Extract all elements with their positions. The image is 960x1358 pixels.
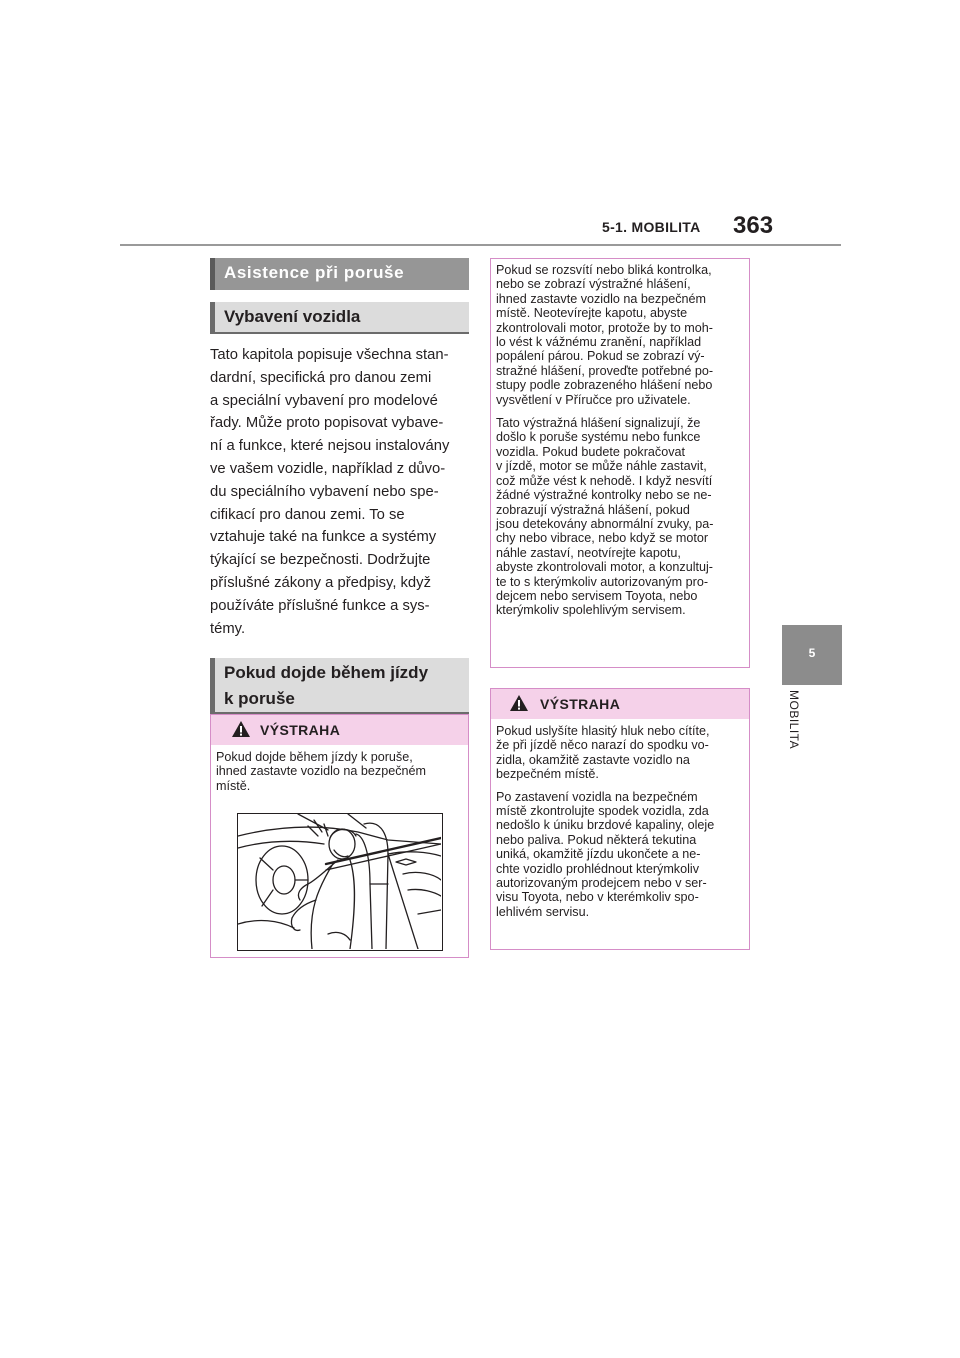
chapter-label-text: MOBILITA: [787, 690, 801, 750]
info-paragraph: [496, 416, 744, 618]
info-line: te to s kterýmkoliv autorizovaným pro-: [496, 574, 709, 589]
info-line: kterýmkoliv spolehlivým servisem.: [496, 603, 686, 618]
warning-line: chte vozidlo prohlédnout kterýmkoliv: [496, 861, 700, 876]
info-paragraph: [496, 263, 744, 407]
info-line: vysvětlení v Příručce pro uživatele.: [496, 392, 691, 407]
sub-heading-breakdown: [210, 658, 469, 714]
paragraph-line: a speciální vybavení pro modelové: [210, 392, 438, 409]
paragraph-line: du speciálního vybavení nebo spe-: [210, 483, 439, 500]
warning-paragraph: [496, 790, 744, 920]
paragraph-line: vztahuje také na funkce a systémy: [210, 529, 437, 546]
driver-illustration-image: [238, 814, 441, 949]
info-line: zobrazují výstražná hlášení, pokud: [496, 502, 690, 517]
info-line: jsou detekovány abnormální zvuky, pa-: [496, 516, 714, 531]
info-line: v jízdě, motor se může náhle zastavit,: [496, 459, 707, 474]
main-heading: Asistence při poruše: [210, 258, 469, 290]
info-line: dejcem nebo servisem Toyota, nebo: [496, 588, 698, 603]
warning-title: VÝSTRAHA: [540, 696, 621, 712]
warning-line: zidla, okamžitě zastavte vozidlo na: [496, 752, 690, 767]
chapter-label: [779, 690, 807, 770]
info-line: stupy podle zobrazeného hlášení nebo: [496, 378, 713, 393]
info-line: došlo k poruše systému nebo funkce: [496, 430, 701, 445]
intro-paragraph: [210, 344, 469, 640]
header-divider: [120, 244, 841, 246]
warning-line: nebo paliva. Pokud některá tekutina: [496, 832, 697, 847]
warning-line: Pokud uslyšíte hlasitý hluk nebo cítíte,: [496, 724, 710, 738]
info-line: místě. Neotevírejte kapotu, abyste: [496, 306, 688, 321]
warning-header: [491, 689, 749, 719]
warning-line: Po zastavení vozidla na bezpečném: [496, 789, 698, 804]
warning-line: visu Toyota, nebo v kterémkoliv spo-: [496, 890, 699, 905]
paragraph-line: ve vašem vozidle, například z důvo-: [210, 460, 446, 477]
info-line: Tato výstražná hlášení signalizují, že: [496, 416, 701, 431]
info-line: abyste zkontrolovali motor, a konzultuj-: [496, 560, 713, 575]
warning-paragraph: [496, 724, 744, 782]
info-line: lo vést k vážnému zranění, například: [496, 335, 702, 350]
info-line: náhle zastaví, neotvírejte kapotu,: [496, 545, 681, 560]
info-line: stražné hlášení, proveďte potřebné po-: [496, 363, 714, 378]
page-number: 363: [733, 212, 774, 239]
warning-box-underbody: [490, 688, 750, 950]
info-line: vozidla. Pokud budete pokračovat: [496, 444, 686, 459]
sub-heading-equipment: Vybavení vozidla: [210, 302, 469, 334]
warning-text: [211, 745, 468, 799]
paragraph-line: dardní, specifická pro danou zemi: [210, 369, 432, 386]
info-line: žádné výstražné kontrolky nebo se ne-: [496, 488, 712, 503]
paragraph-line: cifikací pro danou zemi. To se: [210, 506, 405, 523]
warning-header: [211, 715, 468, 745]
sub-heading-line: k poruše: [224, 689, 295, 709]
left-column: [210, 258, 469, 714]
info-line: ihned zastavte vozidlo na bezpečném: [496, 291, 707, 306]
warning-box-breakdown: [210, 714, 469, 958]
paragraph-line: týkající se bezpečnosti. Dodržujte: [210, 552, 431, 569]
chapter-tab[interactable]: 5: [782, 625, 842, 685]
warning-line: nedošlo k úniku brzdové kapaliny, oleje: [496, 818, 715, 833]
warning-triangle-icon: [509, 694, 529, 712]
info-line: Pokud se rozsvítí nebo bliká kontrolka,: [496, 263, 712, 277]
paragraph-line: ní a funkce, které nejsou instalovány: [210, 438, 450, 455]
info-line: což může vést k nehodě. I když nesvítí: [496, 473, 713, 488]
info-line: zkontrolovali motor, protože by to moh-: [496, 320, 713, 335]
paragraph-line: témy.: [210, 620, 246, 637]
warning-title: VÝSTRAHA: [260, 722, 341, 738]
warning-line: že při jízdě něco narazí do spodku vo-: [496, 738, 709, 753]
paragraph-line: používáte příslušné funkce a sys-: [210, 597, 430, 614]
warning-line: ihned zastavte vozidlo na bezpečném: [216, 764, 427, 779]
paragraph-line: Tato kapitola popisuje všechna stan-: [210, 347, 449, 363]
warning-line: uniká, okamžitě jízdu ukončete a ne-: [496, 847, 701, 862]
warning-line: autorizovaným prodejcem nebo v ser-: [496, 876, 707, 891]
section-title: 5-1. MOBILITA: [602, 219, 701, 235]
driver-stop-illustration: [237, 813, 443, 951]
info-box-warning-lights: [490, 258, 750, 668]
paragraph-line: příslušné zákony a předpisy, když: [210, 574, 431, 591]
info-line: chy nebo vibrace, nebo když se motor: [496, 531, 709, 546]
warning-line: místě.: [216, 778, 251, 793]
info-line: popálení párou. Pokud se zobrazí vý-: [496, 349, 705, 364]
warning-line: místě zkontrolujte spodek vozidla, zda: [496, 804, 709, 819]
info-line: nebo se zobrazí výstražné hlášení,: [496, 277, 691, 292]
warning-line: Pokud dojde během jízdy k poruše,: [216, 750, 413, 764]
warning-line: lehlivém servisu.: [496, 904, 590, 919]
warning-triangle-icon: [231, 720, 251, 738]
warning-text: [491, 719, 749, 933]
paragraph-line: řady. Může proto popisovat vybave-: [210, 415, 444, 432]
warning-line: bezpečném místě.: [496, 767, 599, 782]
sub-heading-line: Pokud dojde během jízdy: [224, 663, 429, 683]
